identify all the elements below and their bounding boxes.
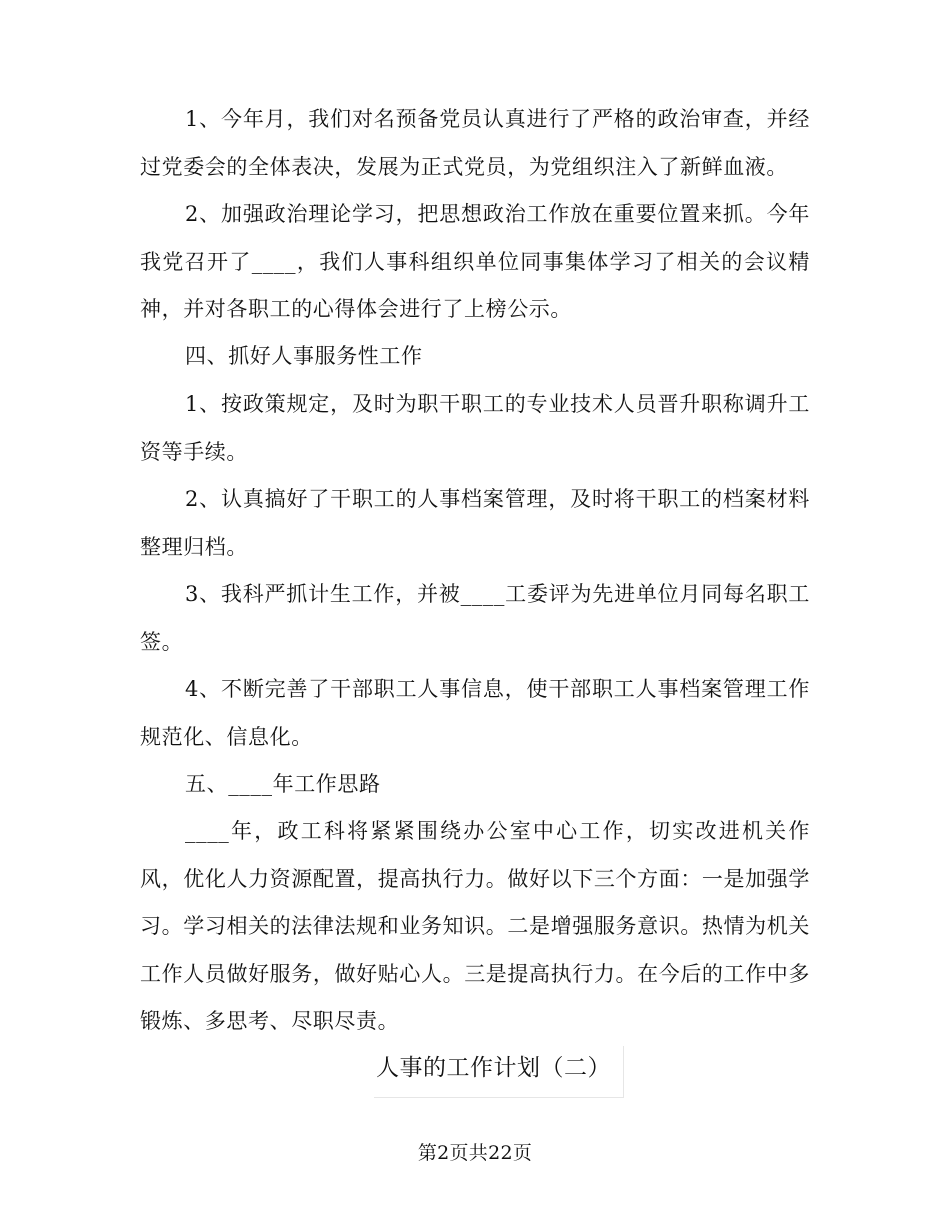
section-title: 人事的工作计划（二） bbox=[374, 1046, 624, 1098]
section-heading-4: 四、抓好人事服务性工作 bbox=[185, 344, 423, 368]
paragraph-3: 1、按政策规定，及时为职干职工的专业技术人员晋升职称调升工资等手续。 bbox=[140, 392, 810, 464]
paragraph-6: 4、不断完善了干部职工人事信息，使干部职工人事档案管理工作规范化、信息化。 bbox=[140, 677, 810, 749]
paragraph-5: 3、我科严抓计生工作，并被____工委评为先进单位月同每名职工签。 bbox=[140, 582, 810, 654]
section-heading-5: 五、____年工作思路 bbox=[185, 772, 381, 796]
paragraph-2: 2、加强政治理论学习，把思想政治工作放在重要位置来抓。今年我党召开了____，我们人事科组织单位同事集体学习了相关的会议精神，并对各职工的心得体会进行了上榜公示。 bbox=[140, 202, 810, 321]
paragraph-4: 2、认真搞好了干职工的人事档案管理，及时将干职工的档案材料整理归档。 bbox=[140, 487, 810, 559]
page-footer: 第2页共22页 bbox=[417, 1142, 533, 1164]
paragraph-7: ____年，政工科将紧紧围绕办公室中心工作，切实改进机关作风，优化人力资源配置，提高执行力。做好以下三个方面：一是加强学习。学习相关的法律法规和业务知识。二是增强服务意识。热情为机关工作人员做好服务，做好贴心人。三是提高执行力。在今后的工作中多锻炼、多思考、尽职尽责。 bbox=[140, 819, 810, 1033]
paragraph-1: 1、今年月，我们对名预备党员认真进行了严格的政治审查，并经过党委会的全体表决，发展为正式党员，为党组织注入了新鲜血液。 bbox=[140, 107, 810, 179]
